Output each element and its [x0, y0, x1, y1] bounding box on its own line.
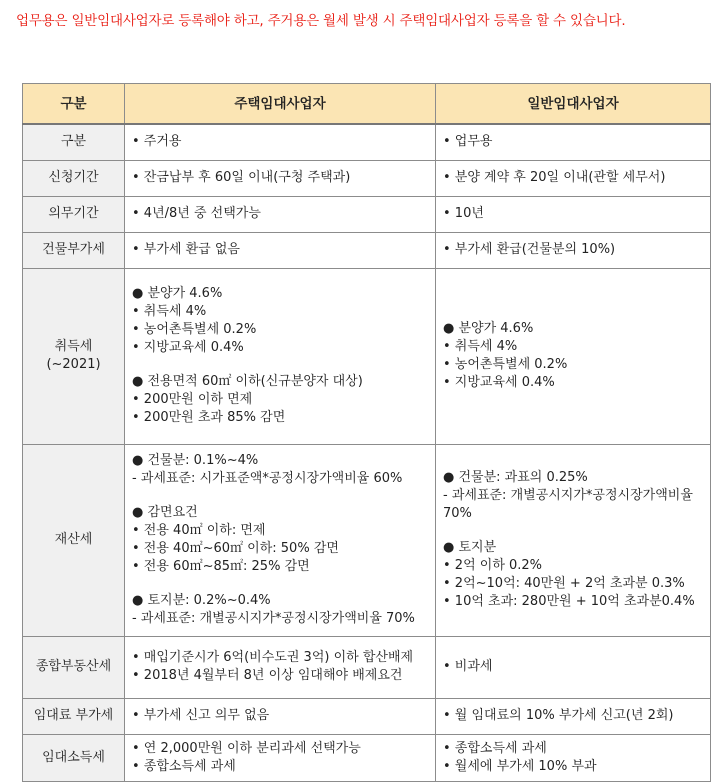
row-label — [23, 636, 125, 698]
row-label-text: 임대소득세 — [42, 749, 105, 765]
housing-rental-cell — [125, 636, 436, 698]
cell-line: • 부가세 환급 없음 — [132, 242, 240, 257]
cell-line: • 부가세 환급(건물분의 10%) — [443, 242, 616, 257]
housing-rental-cell — [125, 124, 436, 160]
cell-line: • 취득세 4% — [132, 304, 207, 319]
cell-line: • 분양 계약 후 20일 이내(관할 세무서) — [443, 170, 666, 185]
cell-line: - 과세표준: 개별공시지가*공정시장가액비율 — [443, 488, 693, 503]
general-rental-cell — [436, 196, 711, 232]
housing-rental-cell — [125, 232, 436, 268]
cell-line: • 주거용 — [132, 134, 182, 150]
cell-line: • 전용 40㎡ 이하: 면제 — [132, 523, 266, 538]
cell-line: • 비과세 — [443, 659, 493, 674]
cell-line: • 지방교육세 0.4% — [443, 375, 555, 390]
cell-line: • 농어촌특별세 0.2% — [443, 357, 568, 372]
cell-line: • 200만원 이하 면제 — [132, 392, 253, 407]
cell-line — [132, 357, 429, 373]
header-category: 구분 — [23, 84, 125, 125]
general-rental-cell — [436, 444, 711, 636]
cell-line: • 업무용 — [443, 134, 493, 150]
general-rental-cell — [436, 734, 711, 781]
table-row — [23, 698, 711, 734]
row-label — [23, 160, 125, 196]
general-rental-cell — [436, 636, 711, 698]
cell-line: ● 토지분: 0.2%~0.4% — [132, 593, 271, 608]
cell-line: • 전용 60㎡~85㎡: 25% 감면 — [132, 559, 310, 574]
cell-line: • 연 2,000만원 이하 분리과세 선택가능 — [132, 740, 361, 756]
cell-line: • 2018년 4월부터 8년 이상 임대해야 배제요건 — [132, 668, 403, 683]
general-rental-cell — [436, 160, 711, 196]
cell-line: • 잔금납부 후 60일 이내(구청 주택과) — [132, 170, 351, 185]
cell-line: 70% — [443, 506, 472, 521]
housing-rental-cell — [125, 160, 436, 196]
row-label-text: 의무기간 — [48, 206, 99, 221]
housing-rental-cell — [125, 268, 436, 444]
table-row — [23, 268, 711, 444]
cell-line: • 부가세 신고 의무 없음 — [132, 708, 270, 723]
row-label-text: 신청기간 — [48, 170, 99, 185]
cell-line: • 전용 40㎡~60㎡ 이하: 50% 감면 — [132, 541, 339, 556]
cell-line: • 취득세 4% — [443, 339, 518, 354]
header-housing-rental: 주택임대사업자 — [125, 84, 436, 125]
cell-line: • 농어촌특별세 0.2% — [132, 322, 257, 337]
cell-line: ● 분양가 4.6% — [132, 286, 223, 301]
housing-rental-cell — [125, 734, 436, 781]
row-label — [23, 734, 125, 781]
cell-line: • 10년 — [443, 206, 484, 221]
table-row — [23, 636, 711, 698]
housing-rental-cell — [125, 196, 436, 232]
housing-rental-cell — [125, 444, 436, 636]
cell-line: • 4년/8년 중 선택가능 — [132, 206, 261, 221]
cell-line: - 과세표준: 개별공시지가*공정시장가액비율 70% — [132, 611, 415, 626]
general-rental-cell — [436, 268, 711, 444]
cell-line: • 200만원 초과 85% 감면 — [132, 410, 286, 425]
cell-line: ● 분양가 4.6% — [443, 321, 534, 336]
cell-line: ● 감면요건 — [132, 505, 198, 520]
cell-line: ● 건물분: 과표의 0.25% — [443, 470, 588, 485]
table-row — [23, 196, 711, 232]
row-label-text: 구분 — [60, 134, 87, 150]
cell-line: • 월세에 부가세 10% 부과 — [443, 758, 597, 774]
header-general-rental: 일반임대사업자 — [436, 84, 711, 125]
row-label — [23, 268, 125, 444]
cell-line — [443, 523, 704, 539]
cell-line: • 2억 이하 0.2% — [443, 558, 543, 573]
cell-line: ● 전용면적 60㎡ 이하(신규분양자 대상) — [132, 374, 363, 389]
cell-line: • 10억 초과: 280만원 + 10억 초과분0.4% — [443, 594, 695, 609]
comparison-table — [22, 83, 711, 782]
general-rental-cell — [436, 698, 711, 734]
cell-line: • 지방교육세 0.4% — [132, 340, 244, 355]
table-row — [23, 160, 711, 196]
cell-line: • 2억~10억: 40만원 + 2억 초과분 0.3% — [443, 576, 685, 591]
row-label-text: 임대료 부가세 — [33, 708, 114, 723]
cell-line — [132, 488, 429, 504]
cell-line: ● 토지분 — [443, 540, 497, 555]
row-label — [23, 196, 125, 232]
cell-line — [132, 576, 429, 592]
cell-line: • 월 임대료의 10% 부가세 신고(년 2회) — [443, 708, 674, 723]
table-row — [23, 444, 711, 636]
cell-line: - 과세표준: 시가표준액*공정시장가액비율 60% — [132, 471, 403, 486]
row-label-text: 종합부동산세 — [35, 659, 112, 674]
cell-line: • 종합소득세 과세 — [443, 740, 547, 756]
housing-rental-cell — [125, 698, 436, 734]
row-label-text: 취득세 — [54, 339, 93, 354]
table-row — [23, 734, 711, 781]
table-header-row — [23, 84, 711, 125]
table-row — [23, 232, 711, 268]
row-label — [23, 444, 125, 636]
general-rental-cell — [436, 124, 711, 160]
row-label-text: 재산세 — [54, 532, 93, 547]
row-label — [23, 232, 125, 268]
cell-line: ● 건물분: 0.1%~4% — [132, 453, 259, 468]
cell-line: • 종합소득세 과세 — [132, 758, 236, 774]
row-label-text: 건물부가세 — [42, 242, 105, 257]
row-label — [23, 124, 125, 160]
row-label-subtext: (~2021) — [46, 357, 101, 372]
table-row — [23, 124, 711, 160]
notice-text: 업무용은 일반임대사업자로 등록해야 하고, 주거용은 월세 발생 시 주택임대사업자 등록을 할 수 있습니다. — [16, 13, 626, 29]
cell-line: • 매입기준시가 6억(비수도권 3억) 이하 합산배제 — [132, 650, 414, 665]
general-rental-cell — [436, 232, 711, 268]
row-label — [23, 698, 125, 734]
